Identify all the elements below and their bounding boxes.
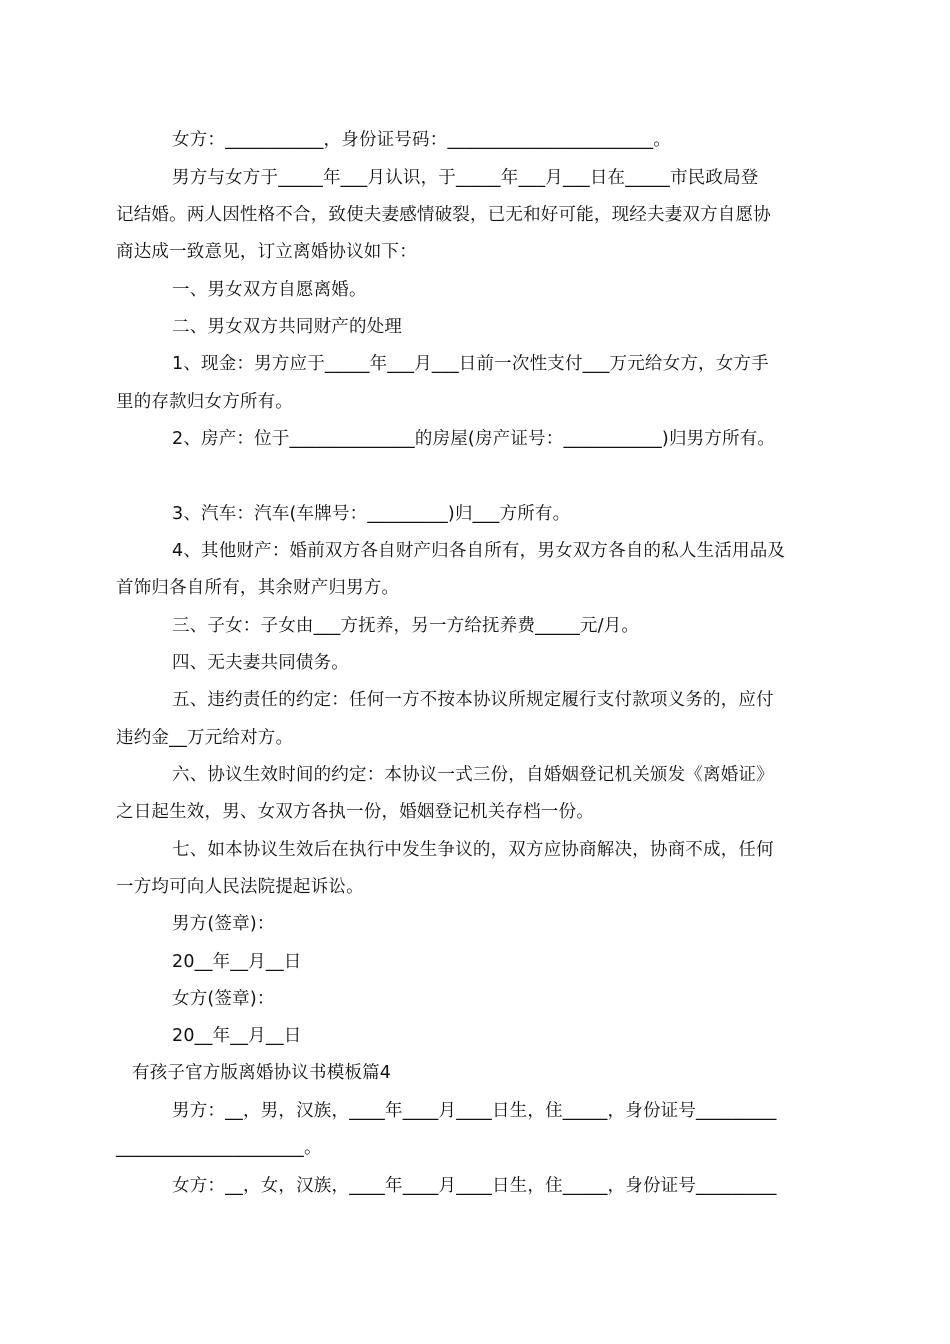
section-heading: 有孩子官方版离婚协议书模板篇4 [132,1063,392,1083]
effective-clause-line: 六、协议生效时间的约定：本协议一式三份，自婚姻登记机关颁发《离婚证》 [172,765,774,785]
dispute-clause-continuation: 一方均可向人民法院提起诉讼。 [116,877,364,897]
effective-clause-continuation: 之日起生效，男、女双方各执一份，婚姻登记机关存档一份。 [116,802,594,822]
female-signature-date: 20__年__月__日 [172,1026,302,1046]
car-clause-line: 3、汽车：汽车(车牌号：_________)归___方所有。 [172,504,571,524]
other-property-clause-line: 4、其他财产：婚前双方各自财产归各自所有，男女双方各自的私人生活用品及 [172,541,786,561]
dispute-clause-line: 七、如本协议生效后在执行中发生争议的，双方应协商解决，协商不成，任何 [172,840,774,860]
clause-one: 一、男女双方自愿离婚。 [172,280,367,300]
male-signature-label: 男方(签章)： [172,914,275,934]
other-property-continuation: 首饰归各自所有，其余财产归男方。 [116,578,400,598]
agreement-intro-line: 商达成一致意见，订立离婚协议如下： [116,242,417,262]
children-clause: 三、子女：子女由___方抚养，另一方给抚养费_____元/月。 [172,616,640,636]
female-party-id-line: 女方：___________，身份证号码：_______________________。 [172,130,671,150]
cash-clause-continuation: 里的存款归女方所有。 [116,392,293,412]
male-party-line: 男方：__，男，汉族，____年____月____日生，住_____，身份证号_________ [172,1101,777,1121]
breach-clause-continuation: 违约金__万元给对方。 [116,728,294,748]
breach-clause-line: 五、违约责任的约定：任何一方不按本协议所规定履行支付款项义务的，应付 [172,690,774,710]
male-signature-date: 20__年__月__日 [172,952,302,972]
agreement-reason-line: 记结婚。两人因性格不合，致使夫妻感情破裂，已无和好可能，现经夫妻双方自愿协 [116,205,771,225]
female-signature-label: 女方(签章)： [172,989,275,1009]
female-party-line: 女方：__，女，汉族，____年____月____日生，住_____，身份证号_________ [172,1176,777,1196]
male-party-id-continuation: _____________________。 [116,1138,322,1158]
clause-two-heading: 二、男女双方共同财产的处理 [172,317,403,337]
property-clause-line: 2、房产：位于______________的房屋(房产证号：___________)归男方所有。 [172,429,776,449]
cash-clause-line: 1、现金：男方应于_____年___月___日前一次性支付___万元给女方，女方手 [172,354,769,374]
debt-clause: 四、无夫妻共同债务。 [172,653,349,673]
marriage-registration-line: 男方与女方于_____年___月认识，于_____年___月___日在_____市民政局登 [172,168,759,188]
